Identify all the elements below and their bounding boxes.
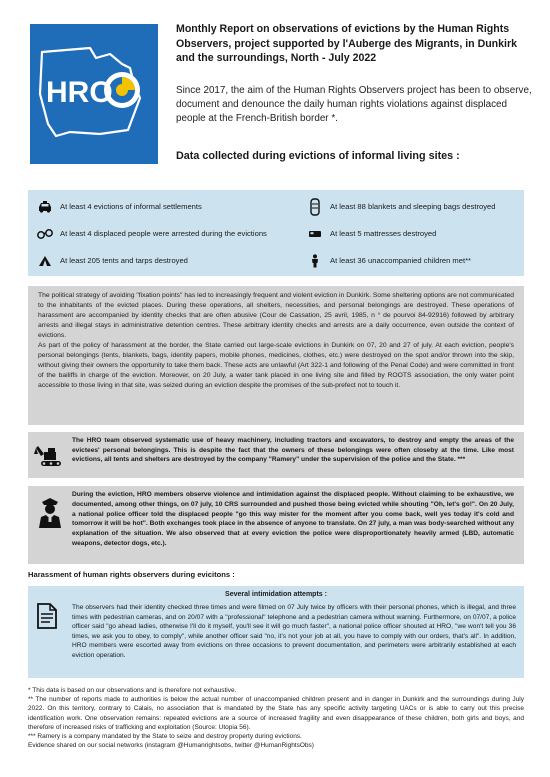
stat-blankets bbox=[304, 194, 518, 220]
stat-mattresses bbox=[304, 226, 518, 242]
policy-paragraph-1: The political strategy of avoiding "fixation points" has led to increasingly frequent and violent eviction in Dunkirk. Some sheltering options are not communicated to the inhabitants of the evicted places. During these operations, all shelters, necessities, and personal belongings are destroyed. These operations of harassment are accompanied by identity checks that are often abusive (Cour de Cassation, 25 avril, 1985, n ° de pourvoi 84-92916) followed by arbitrary arrests and illegal stays in administrative detention centres. These arbitrary identity checks and arrests are a daily occurrence, even outside the context of evictions. bbox=[38, 292, 514, 339]
hro-logo bbox=[30, 24, 158, 164]
police-officer-icon bbox=[36, 496, 64, 535]
violence-text: During the eviction, HRO members observe violence and intimidation against the displaced people. Without claiming to be exhaustive, we documented, among other things, on 07 july, 10 CRS surrounded and pushed those being evicted while shouting "Oh, let's go!". On 20 July, a national police officer told the displaced people "go this way mister for the moment after you come back, well yes today it's cold and tomorrow it will be hot". Both exchanges took place in the absence of anyone to translate. On 27 july, a man was body-searched without any explanation of the situation. We also observed that at every eviction the police were disproportionately heavily armed (LBD, automatic weapons, detector dogs, etc.). bbox=[72, 491, 514, 547]
footnote-1: * This data is based on our observations and is therefore not exhaustive. bbox=[28, 687, 237, 694]
machinery-text: The HRO team observed systematic use of heavy machinery, including tractors and excavators, to destroy and empty the areas of the evictees' personal belongings. This is despite the fact that the owners of these belongings were often closeby at the time. Like most evictions, all tents and shelters are destroyed by the company "Ramery" under the supervision of the police and the State. *** bbox=[72, 437, 514, 464]
stat-blankets-text: At least 88 blankets and sleeping bags destroyed bbox=[330, 202, 496, 211]
report-header bbox=[0, 0, 550, 180]
intro-text: Since 2017, the aim of the Human Rights Observers project has been to observe, document and denounce the daily human rights violations against displaced people at the French-British border *. bbox=[176, 85, 532, 124]
stat-mattresses-text: At least 5 mattresses destroyed bbox=[330, 229, 437, 238]
report-title: Monthly Report on observations of evictions by the Human Rights Observers, project supported by l'Auberge des Migrants, in Dunkirk and the surroundings, North - July 2022 bbox=[176, 23, 518, 64]
stat-tents bbox=[34, 252, 274, 270]
footnote-3: *** Ramery is a company mandated by the State to seize and destroy property during evictions. bbox=[28, 733, 302, 741]
child-icon bbox=[304, 254, 326, 268]
excavator-icon bbox=[34, 440, 66, 475]
harassment-text: The observers had their identity checked three times and were filmed on 07 July twice by officers with their personal phones, which is illegal, and three times with pedestrian cameras, and on 20/07 with a "professional" telephone and a pedestrian camera without warning. Furthermore, on 07/07, a police officer said "go ahead ladies, otherwise I'll do it myself, you'll see it will go much faster", a national police officer shouted at HRO, "we won't tell you 36 times, we ask you to obey, to comply", while another officer said "no, it's not your job at all, you have to comply with our orders, that's all". In addition, HRO members were escorted away from evictions on three occasions to prevent documentation, and perimeters were arbitrarily established at each eviction operation. bbox=[72, 604, 516, 659]
footnote-2: ** The number of reports made to authorities is below the actual number of unaccompanied children present and in danger in Dunkirk and the surroundings during July 2022. On this territory, contrary to Calais, no association that is mandated by the State has any specific activity targeting UACs or is able to carry out this precise identification work. One observation remains: repeated evictions are a source of increased fragility and even disappearance of these children, both girls and boys, and therefore of increased risks of trafficking and exploitation (Source: Utopia 56). bbox=[28, 696, 524, 731]
handcuffs-icon bbox=[34, 228, 56, 240]
harassment-heading: Harassment of human rights observers during evicitons : bbox=[28, 570, 235, 579]
stat-tents-text: At least 205 tents and tarps destroyed bbox=[60, 256, 188, 265]
stat-arrested-text: At least 4 displaced people were arrested during the evictions bbox=[60, 229, 267, 238]
violence-panel bbox=[28, 486, 524, 564]
hro-logo-icon bbox=[30, 24, 158, 164]
logo-text: HRO bbox=[46, 76, 113, 109]
tent-icon bbox=[34, 255, 56, 267]
stat-evictions-text: At least 4 evictions of informal settlements bbox=[60, 202, 202, 211]
stat-arrested bbox=[34, 222, 274, 246]
footnotes bbox=[28, 686, 524, 750]
stats-panel bbox=[28, 190, 524, 276]
harassment-panel bbox=[28, 586, 524, 678]
mattress-icon bbox=[304, 229, 326, 239]
machinery-panel bbox=[28, 432, 524, 478]
sleeping-bag-icon bbox=[304, 198, 326, 216]
stat-evictions bbox=[34, 196, 274, 218]
stat-children-text: At least 36 unaccompanied children met** bbox=[330, 256, 471, 265]
police-car-icon bbox=[34, 201, 56, 213]
harassment-subtitle: Several intimidation attempts : bbox=[225, 591, 327, 598]
document-icon bbox=[36, 602, 58, 635]
data-collected-heading: Data collected during evictions of informal living sites : bbox=[176, 150, 460, 162]
policy-paragraph-2: As part of the policy of harassment at the border, the State carried out large-scale evictions in Dunkirk on 07, 20 and 27 of july. At each eviction, people's personal belongings (tents, blankets, bags, identity papers, mobile phones, medicines, clothes, etc.) were destroyed on the spot and/or thrown into the skip, without giving their owners the opportunity to take them back. These acts are unlawful (Art 322-1 and following of the Penal Code) and were committed in front of the bailiffs in charge of the eviction. Moreover, on 20 July, a water tank placed in one living site and filled by ROOTS association, the only water point accessible to those living in that site, was seized during an eviction despite the promises of the sub-prefect not to touch it. bbox=[38, 342, 514, 389]
social-networks-note: Evidence shared on our social networks (instagram @Humanrightsobs, twitter @HumanRightsObs) bbox=[28, 742, 314, 750]
stat-children bbox=[304, 252, 518, 270]
policy-panel bbox=[28, 286, 524, 425]
